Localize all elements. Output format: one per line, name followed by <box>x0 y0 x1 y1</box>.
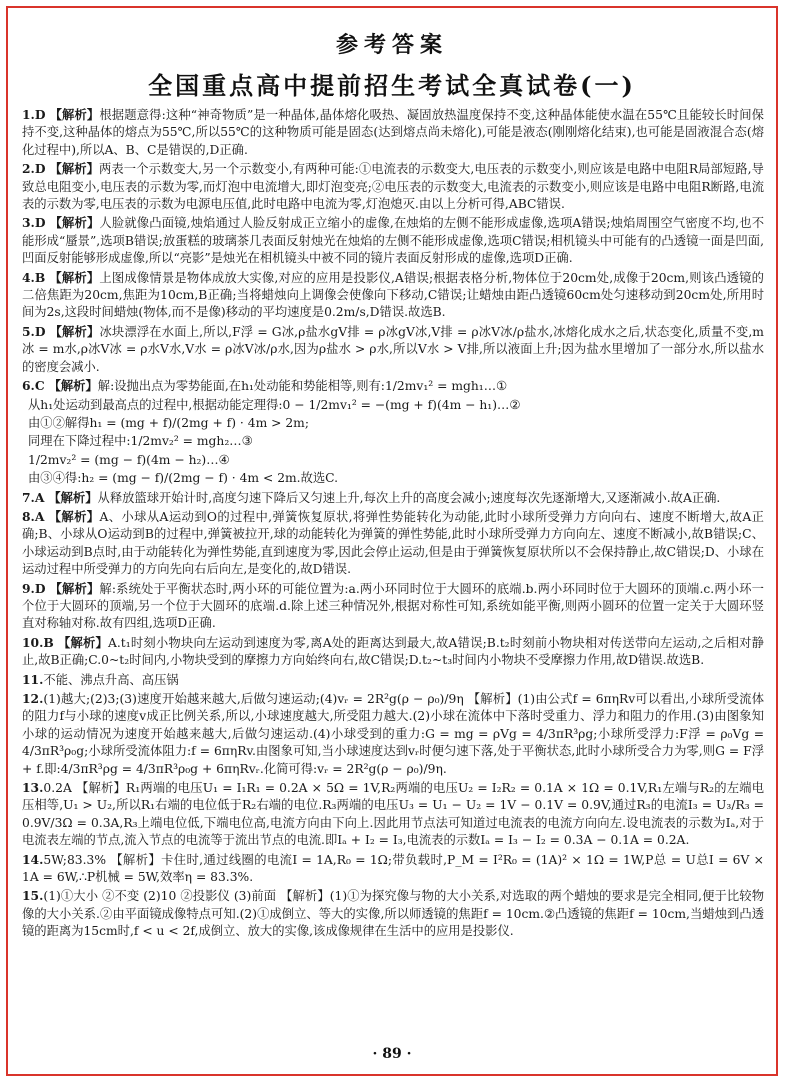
question-number: 7. <box>22 489 35 505</box>
formula-line: 从h₁处运动到最高点的过程中,根据动能定理得:0 − 1/2mv₁² = −(mg + f)(4m − h₁)…② <box>28 397 521 412</box>
explanation-text: 5W;83.3% 【解析】卡住时,通过线圈的电流I = 1A,R₀ = 1Ω;带负载时,P_M = I²R₀ = (1A)² × 1Ω = 1W,P总 = U总I = 6V × 1A = 6W,∴P机械 = 5W,效率η = 83.3%. <box>22 852 764 885</box>
explanation-text: 根据题意得:这种“神奇物质”是一种晶体,晶体熔化吸热、凝固放热温度保持不变,这种晶体能使水温在55℃且能较长时间保持不变,这种晶体的熔点为55℃,所以55℃的这种物质可能是固态(达到熔点尚未熔化),可能是液态(刚刚熔化结束),也可能是固液混合态(熔化过程中),所以A、B、C是错误的,D正确. <box>22 108 764 157</box>
answer-item <box>22 160 764 213</box>
answer-item <box>22 269 764 322</box>
explanation-text: 从释放篮球开始计时,高度匀速下降后又匀速上升,每次上升的高度会减小;速度每次先逐渐增大,又逐渐减小.故A正确. <box>97 490 721 505</box>
question-number: 12. <box>22 691 44 706</box>
explanation-text: 不能、沸点升高、高压锅 <box>43 672 179 687</box>
question-number: 9. <box>22 580 35 596</box>
question-number: 8. <box>22 508 35 524</box>
question-number: 3. <box>22 215 35 231</box>
formula-line: 由①②解得h₁ = (mg + f)/(2mg + f) · 4m > 2m; <box>28 415 309 430</box>
answer-choice: D <box>34 215 46 231</box>
answer-item <box>22 489 764 507</box>
explanation-text: A、小球从A运动到O的过程中,弹簧恢复原状,将弹性势能转化为动能,此时小球所受弹力方向向右、速度不断增大,故A正确;B、小球从O运动到B的过程中,弹簧被拉开,球的动能转化为弹簧的弹性势能,此时小球所受弹力方向向左、速度不断减小,故B错误;C、小球运动到B点时,由于动能转化为弹性势能,直到速度为零,因此会停止运动,但是由于弹簧恢复原状所以不会保持静止,故C错误;D、小球在运动过程中所受弹力的方向先向右后向左,是变化的,故D错误. <box>22 509 764 577</box>
explanation-text: 解:系统处于平衡状态时,两小环的可能位置为:a.两小环同时位于大圆环的底端.b.两小环同时位于大圆环的顶端.c.两小环一个位于大圆环的顶端,另一个位于大圆环的底端.d.除上述三种情况外,根据对称性可知,系统如能平衡,则两小圆环的位置一定关于大圆环竖直对称轴对称.故有四组,选项D正确. <box>22 581 764 631</box>
explanation-text: A.t₁时刻小物块向左运动到速度为零,离A处的距离达到最大,故A错误;B.t₂时刻前小物块相对传送带向左运动,之后相对静止,故B正确;C.0~t₂时间内,小物块受到的摩擦力方向始终向右,故C错误;D.t₂~t₃时间内小物块不受摩擦力作用,故D错误.故选B. <box>22 635 764 668</box>
analysis-tag: 【解析】 <box>48 508 100 524</box>
answer-choice: D <box>34 580 46 596</box>
question-number: 11. <box>22 671 44 687</box>
analysis-tag: 【解析】 <box>48 489 98 505</box>
question-number: 2. <box>22 161 35 177</box>
formula-line: 由③④得:h₂ = (mg − f)/(2mg − f) · 4m < 2m.故选C. <box>28 471 339 486</box>
answer-choice: B <box>34 269 46 285</box>
answer-item <box>22 671 764 689</box>
answer-item <box>22 634 764 670</box>
analysis-tag: 【解析】 <box>49 161 100 177</box>
answer-item <box>22 580 764 633</box>
explanation-text: (1)①大小 ②不变 (2)10 ②投影仪 (3)前面 【解析】(1)①为探究像与物的大小关系,对选取的两个蜡烛的要求是完全相同,便于比较物像的大小关系.②由平面镜成像特点可知.(2)①成倒立、等大的实像,所以师透镜的焦距f = 10cm.②凸透镜的焦距f = 10cm,当蜡烛到凸透镜的距离为15cm时,f < u < 2f,成倒立、放大的实像,该成像规律在生活中的应用是投影仪. <box>22 889 764 939</box>
analysis-tag: 【解析】 <box>49 323 100 339</box>
page-number: · 89 · <box>372 1046 412 1062</box>
analysis-tag: 【解析】 <box>57 634 108 650</box>
answer-choice: A <box>34 508 45 524</box>
question-number: 5. <box>22 323 35 339</box>
page-frame <box>6 6 778 1076</box>
formula-line: 同理在下降过程中:1/2mv₂² = mgh₂…③ <box>28 434 253 449</box>
question-number: 6. <box>22 378 35 394</box>
answer-item <box>22 508 764 579</box>
answer-item <box>22 214 764 267</box>
explanation-text: 解:设抛出点为零势能面,在h₁处动能和势能相等,则有:1/2mv₁² = mgh₁…① <box>97 379 508 394</box>
explanation-text: 冰块漂浮在水面上,所以,F浮 = G冰,ρ盐水gV排 = ρ冰gV冰,V排 = ρ冰V冰/ρ盐水,冰熔化成水之后,状态变化,质量不变,m冰 = m水,ρ冰V冰 = ρ水V水,V水 = ρ冰V冰/ρ水,因为ρ盐水 > ρ水,所以V水 > V排,所以液面上升;因为盐水里增加了一部分水,所以盐水的密度会减小. <box>22 324 764 374</box>
question-number: 13. <box>22 780 44 796</box>
explanation-text: (1)越大;(2)3;(3)速度开始越来越大,后做匀速运动;(4)vᵣ = 2R²g(ρ − ρ₀)/9η 【解析】(1)由公式f = 6πηRv可以看出,小球所受流体的阻力f与小球的速度v成正比例关系,所以,小球速度越大,所受阻力越大.(2)小球在流体中下落时受重力、浮力和阻力的作用.(3)由图象知小球的运动情况为速度开始越来越大,后做匀速运动.(4)小球受到的重力:G = mg = ρVg = 4/3πR³ρg;小球所受浮力:F浮 = ρ₀Vg = 4/3πR³ρ₀g;小球所受流体阻力:f = 6πηRv.由图象可知,当小球速度达到vᵣ时便匀速下落,处于平衡状态,此时小球所受合力为零,则G = F浮 + f.即:4/3πR³ρg = 4/3πR³ρ₀g + 6πηRvᵣ.化简可得:vᵣ = 2R²g(ρ − ρ₀)/9η. <box>22 692 764 776</box>
answer-choice: D <box>34 107 46 122</box>
exam-subtitle: 全国重点高中提前招生考试全真试卷(一) <box>148 71 636 100</box>
answer-choice: B <box>43 634 54 650</box>
analysis-tag: 【解析】 <box>48 378 98 394</box>
question-number: 15. <box>22 888 44 904</box>
answer-choice: D <box>34 323 46 339</box>
answer-content <box>22 106 764 942</box>
answer-item <box>22 887 764 940</box>
explanation-text: 两表一个示数变大,另一个示数变小,有两种可能:①电流表的示数变大,电压表的示数变小,则应该是电路中电阻R局部短路,导致总电阻变小,电压表的示数为零,而灯泡中电流增大,即灯泡变亮;②电压表的示数变大,电流表的示数变小,则应该是电路中电阻R断路,电流表的示数为零,电压表的示数为电源电压值,此时电路中电流为零,灯泡熄灭.由以上分析可得,ABC错误. <box>22 162 764 212</box>
question-number: 1. <box>22 107 35 122</box>
question-number: 10. <box>22 634 44 650</box>
answer-item <box>22 323 764 376</box>
analysis-tag: 【解析】 <box>49 107 100 122</box>
analysis-tag: 【解析】 <box>49 269 100 285</box>
answer-item <box>22 377 764 395</box>
question-number: 4. <box>22 269 35 285</box>
explanation-text: 人脸就像凸面镜,烛焰通过人脸反射成正立缩小的虚像,在烛焰的左侧不能形成虚像,选项A错误;烛焰周围空气密度不均,也不能形成“蜃景”,选项B错误;放蛋糕的玻璃茶几表面反射烛光在烛焰的左侧不能形成虚像,选项C错误;相机镜头中可能有的凸透镜一面是凹面,凹面反射能够形成虚像,所以“亮影”是烛光在相机镜头中被不同的镜片表面反射形成的虚像,选项D正确. <box>22 216 764 266</box>
answer-choice: A <box>34 489 45 505</box>
analysis-tag: 【解析】 <box>49 580 100 596</box>
analysis-tag: 【解析】 <box>49 215 100 231</box>
answer-item <box>22 779 764 850</box>
answer-item <box>22 106 764 159</box>
question-number: 14. <box>22 851 44 867</box>
formula-line: 1/2mv₂² = (mg − f)(4m − h₂)…④ <box>28 452 230 467</box>
explanation-text: 上图成像情景是物体成放大实像,对应的应用是投影仪,A错误;根据表格分析,物体位于20cm处,成像于20cm,则该凸透镜的二倍焦距为20cm,焦距为10cm,B正确;当将蜡烛向上调像会使像向下移动,C错误;让蜡烛由距凸透镜60cm处匀速移动到20cm处,所用时间为2s,这段时间蜡烛(物体,而不是像)移动的平均速度是0.2m/s,D错误.故选B. <box>22 270 764 320</box>
answer-choice: D <box>34 161 46 177</box>
answer-item <box>22 690 764 778</box>
page-title: 参考答案 <box>335 32 448 58</box>
explanation-text: 0.2A 【解析】R₁两端的电压U₁ = I₁R₁ = 0.2A × 5Ω = 1V,R₂两端的电压U₂ = I₂R₂ = 0.1A × 1Ω = 0.1V,R₁左端与R₂的左端电压相等,U₁ > U₂,所以R₁右端的电位低于R₂右端的电位.R₃两端的电压U₃ = U₁ − U₂ = 1V − 0.1V = 0.9V,通过R₃的电流I₃ = U₃/R₃ = 0.9V/3Ω = 0.3A,R₃上端电位低,下端电位高,电流方向由下向上.因此用节点法可知道过电流表的电流方向向左.设电流表的示数为Iₐ,对于电流表左端的节点,流入节点的电流等于流出节点的电流.即Iₐ + I₂ = I₃,电流表的示数Iₐ = I₃ − I₂ = 0.3A − 0.1A = 0.2A. <box>22 781 764 848</box>
answer-item <box>22 851 764 887</box>
answer-choice: C <box>34 378 45 394</box>
